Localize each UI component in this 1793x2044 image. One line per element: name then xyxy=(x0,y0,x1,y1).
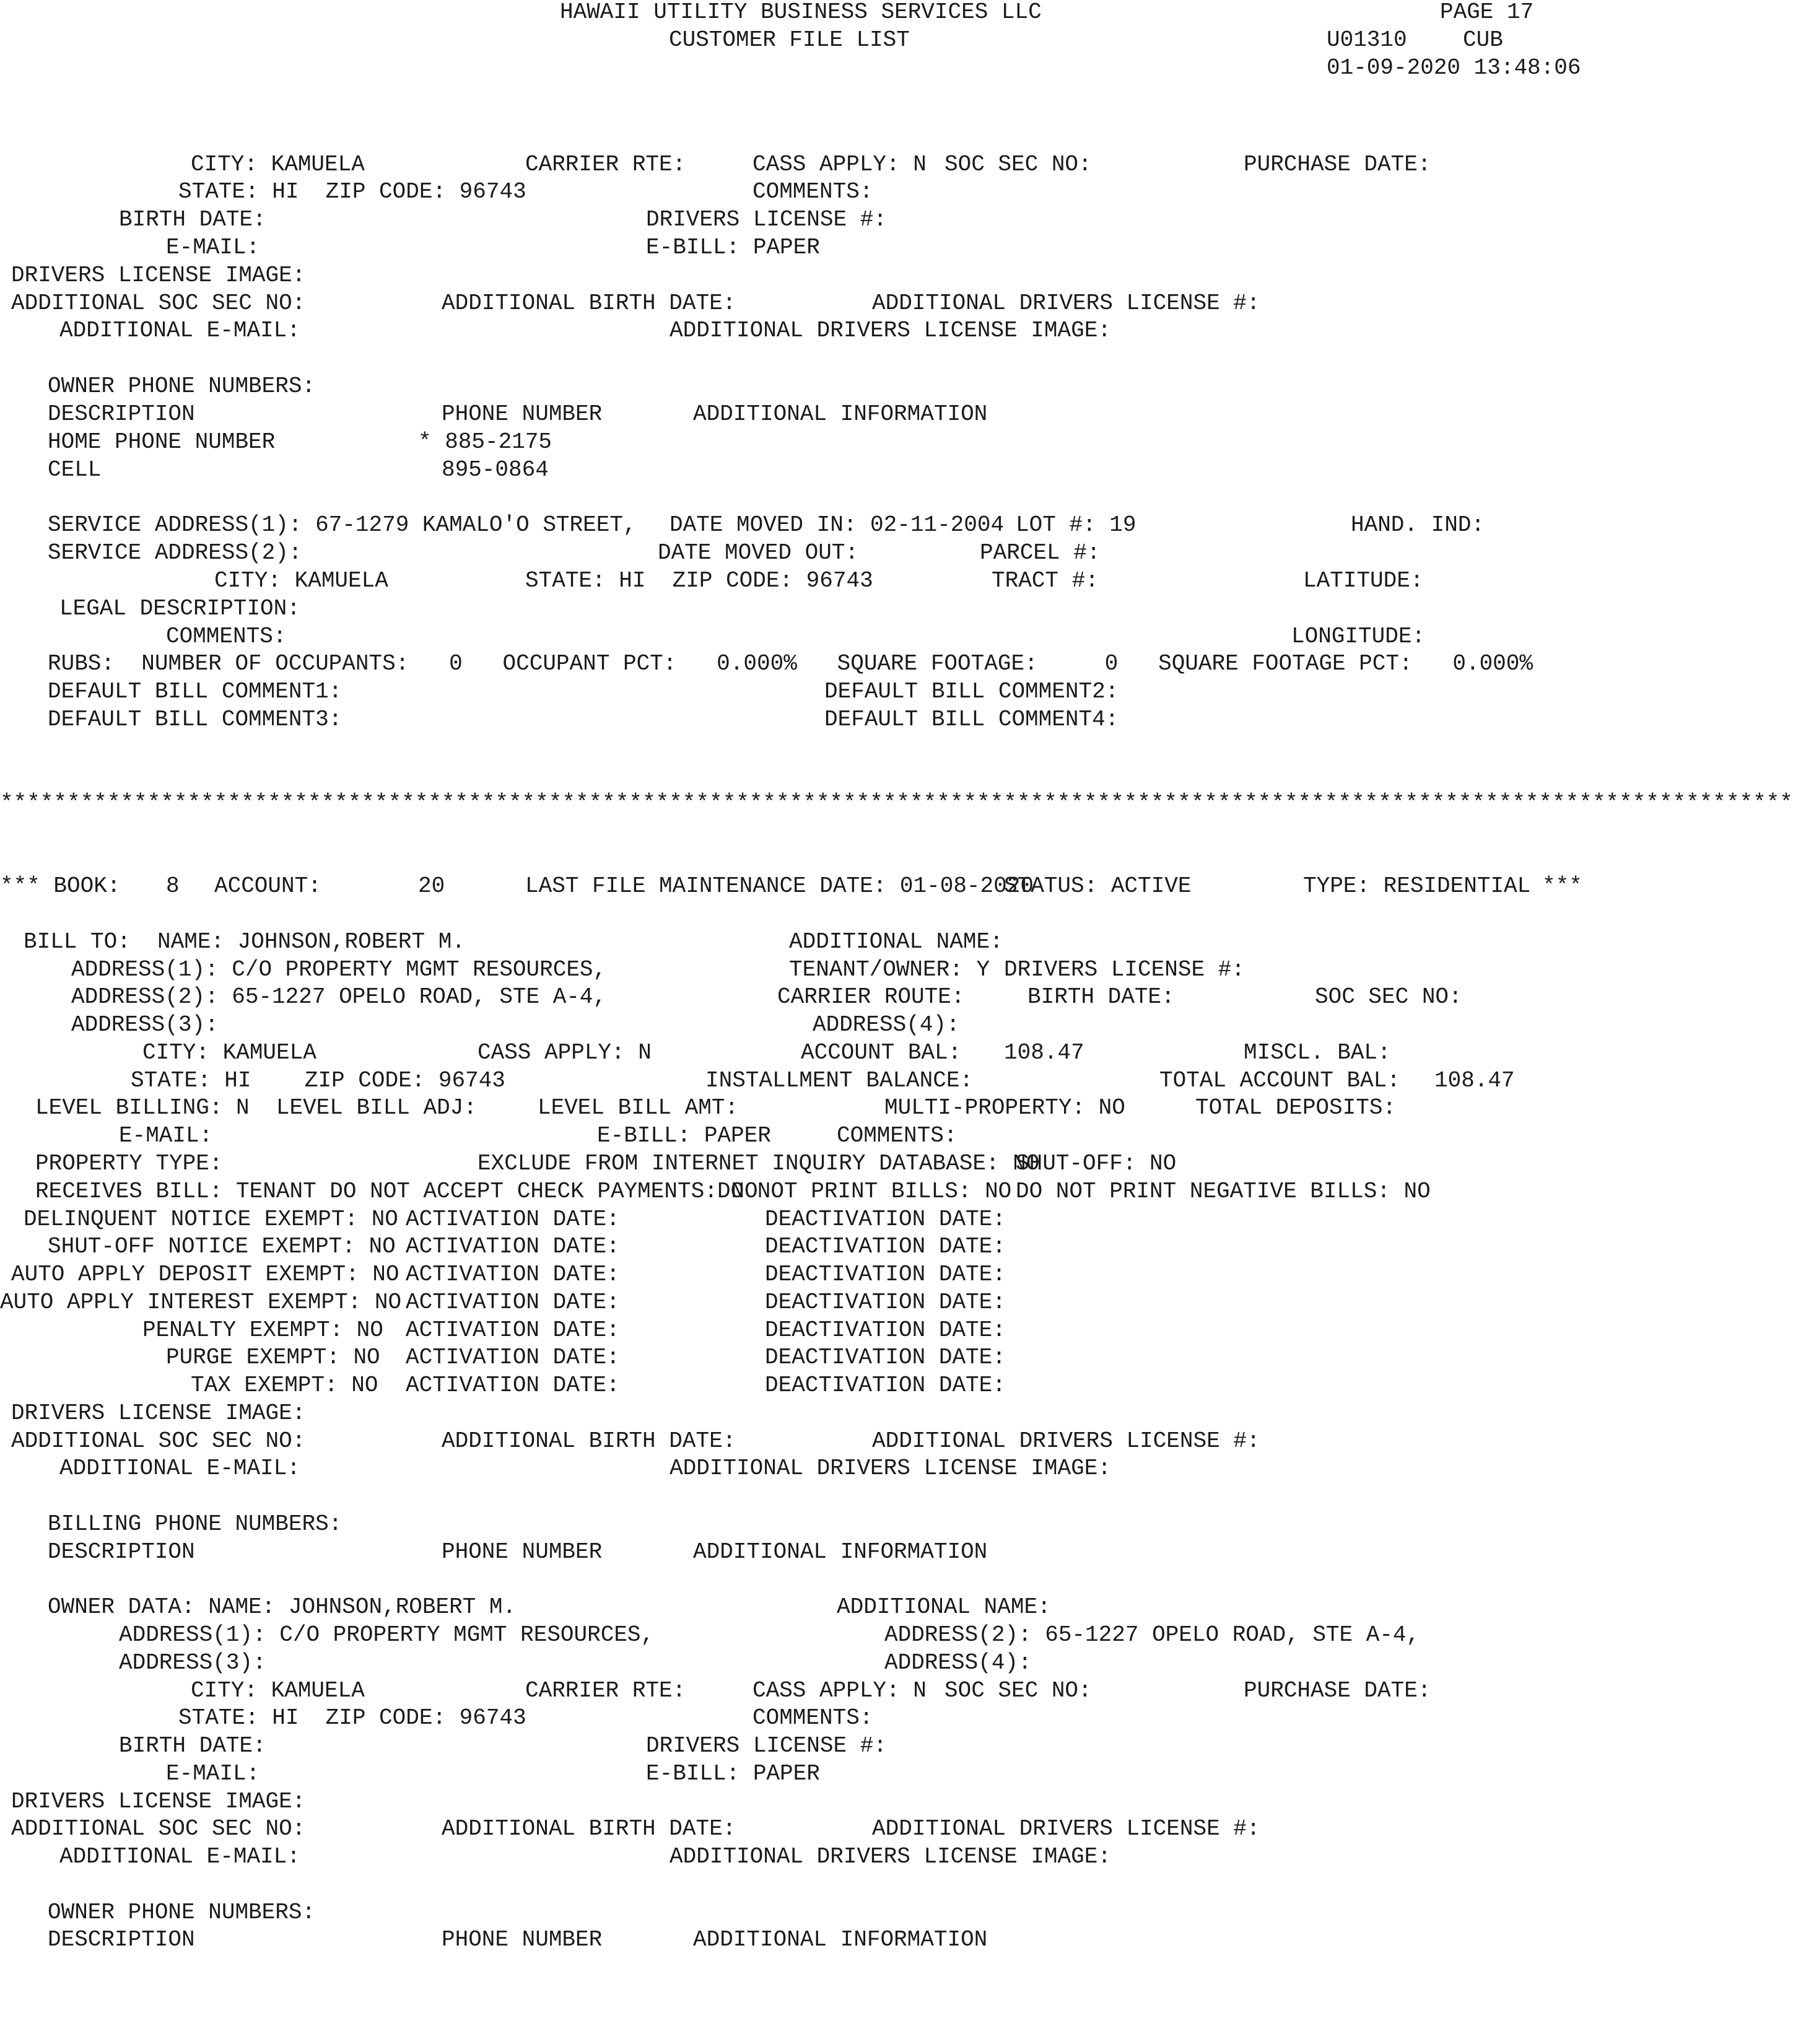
report-field: 20 xyxy=(418,873,445,899)
page-number: PAGE 17 xyxy=(1440,0,1534,25)
report-field: ACTIVATION DATE: xyxy=(406,1234,620,1259)
report-field: ADDITIONAL DRIVERS LICENSE IMAGE: xyxy=(670,1456,1111,1481)
report-field: OWNER PHONE NUMBERS: xyxy=(48,373,316,399)
report-field: DEACTIVATION DATE: xyxy=(765,1262,1006,1287)
report-field: *** BOOK: xyxy=(0,873,121,899)
report-field: COMMENTS: xyxy=(753,1705,873,1731)
report-field: INSTALLMENT BALANCE: xyxy=(705,1068,974,1093)
report-field: MISCL. BAL: xyxy=(1244,1040,1391,1065)
report-field: LEVEL BILL AMT: xyxy=(538,1095,739,1120)
report-field: CITY: KAMUELA xyxy=(191,1678,365,1703)
report-field: DRIVERS LICENSE IMAGE: xyxy=(11,1789,306,1814)
report-title: CUSTOMER FILE LIST xyxy=(669,27,910,53)
report-field: ACCOUNT: xyxy=(214,873,321,899)
report-field: DRIVERS LICENSE #: xyxy=(1004,957,1245,982)
report-field: CITY: KAMUELA xyxy=(214,568,388,593)
report-field: CASS APPLY: N xyxy=(753,152,927,177)
report-field: E-MAIL: xyxy=(166,1761,260,1786)
report-field: BIRTH DATE: xyxy=(119,1733,266,1758)
report-field: PURCHASE DATE: xyxy=(1244,1678,1431,1703)
report-field: BILLING PHONE NUMBERS: xyxy=(48,1511,342,1537)
report-field: LEVEL BILLING: N LEVEL BILL ADJ: xyxy=(35,1095,477,1120)
report-field: ADDRESS(4): xyxy=(884,1650,1032,1675)
report-field: ADDRESS(3): xyxy=(119,1650,266,1675)
report-field: CARRIER RTE: xyxy=(525,152,686,177)
report-field: LAST FILE MAINTENANCE DATE: 01-08-2020 xyxy=(525,873,1034,899)
report-field: COMMENTS: xyxy=(837,1123,958,1148)
report-field: CELL xyxy=(48,457,102,483)
report-field: HOME PHONE NUMBER xyxy=(48,429,276,455)
report-field: LONGITUDE: xyxy=(1291,624,1426,649)
report-field: PHONE NUMBER xyxy=(442,401,603,427)
report-field: DESCRIPTION xyxy=(48,401,195,427)
report-field: ADDRESS(1): C/O PROPERTY MGMT RESOURCES, xyxy=(119,1622,655,1648)
report-field: DEFAULT BILL COMMENT2: xyxy=(824,679,1119,704)
report-field: ADDITIONAL DRIVERS LICENSE IMAGE: xyxy=(670,1844,1111,1869)
report-field: ADDITIONAL SOC SEC NO: xyxy=(11,290,306,316)
report-field: LOT #: 19 xyxy=(1016,512,1136,538)
report-field: DATE MOVED IN: 02-11-2004 xyxy=(670,512,1005,538)
report-field: ACTIVATION DATE: xyxy=(406,1207,620,1232)
report-field: PURGE EXEMPT: NO xyxy=(166,1345,380,1370)
report-field: ADDITIONAL BIRTH DATE: xyxy=(442,1816,736,1841)
report-field: STATE: HI ZIP CODE: 96743 xyxy=(131,1068,505,1093)
report-field: E-BILL: PAPER xyxy=(597,1123,771,1148)
report-field: ADDITIONAL DRIVERS LICENSE #: xyxy=(872,1428,1260,1454)
report-field: BILL TO: NAME: JOHNSON,ROBERT M. xyxy=(24,929,465,954)
report-field: DELINQUENT NOTICE EXEMPT: NO xyxy=(24,1207,398,1232)
report-field: *** xyxy=(1542,873,1582,899)
report-field: ADDRESS(1): C/O PROPERTY MGMT RESOURCES, xyxy=(71,957,607,982)
report-field: SHUT-OFF: NO xyxy=(1016,1151,1177,1176)
report-field: OWNER DATA: NAME: JOHNSON,ROBERT M. xyxy=(48,1594,517,1620)
report-field: ADDITIONAL DRIVERS LICENSE IMAGE: xyxy=(670,318,1111,343)
report-field: OWNER PHONE NUMBERS: xyxy=(48,1900,316,1925)
report-field: TRACT #: xyxy=(992,568,1099,593)
report-field: DESCRIPTION xyxy=(48,1927,195,1952)
report-field: ADDITIONAL INFORMATION xyxy=(693,1539,988,1565)
report-field: ADDITIONAL BIRTH DATE: xyxy=(442,290,736,316)
report-field: PURCHASE DATE: xyxy=(1244,152,1431,177)
report-field: DO NOT PRINT NEGATIVE BILLS: NO xyxy=(1016,1179,1431,1204)
report-field: MULTI-PROPERTY: NO xyxy=(884,1095,1125,1120)
report-field: PROPERTY TYPE: xyxy=(35,1151,223,1176)
report-field: ACTIVATION DATE: xyxy=(406,1373,620,1398)
report-field: TAX EXEMPT: NO xyxy=(191,1373,378,1398)
report-field: SOC SEC NO: xyxy=(944,1678,1092,1703)
report-field: * 885-2175 xyxy=(418,429,552,455)
report-field: STATE: HI ZIP CODE: 96743 xyxy=(178,179,526,204)
report-field: ADDITIONAL INFORMATION xyxy=(693,1927,988,1952)
report-field: ADDRESS(4): xyxy=(813,1012,960,1037)
report-field: DEFAULT BILL COMMENT3: xyxy=(48,707,342,732)
report-field: DEACTIVATION DATE: xyxy=(765,1290,1006,1315)
company-name: HAWAII UTILITY BUSINESS SERVICES LLC xyxy=(560,0,1042,25)
report-field: ACTIVATION DATE: xyxy=(406,1317,620,1343)
report-field: RUBS: NUMBER OF OCCUPANTS: 0 OCCUPANT PCT: 0.000% SQUARE FOOTAGE: 0 SQUARE FOOTAGE PCT: 0.000% xyxy=(48,651,1533,676)
report-field: CITY: KAMUELA xyxy=(191,152,365,177)
report-field: COMMENTS: xyxy=(753,179,873,204)
report-field: ACTIVATION DATE: xyxy=(406,1345,620,1370)
report-field: DRIVERS LICENSE #: xyxy=(646,207,887,232)
report-field: TENANT/OWNER: Y xyxy=(789,957,990,982)
report-field: STATE: HI ZIP CODE: 96743 xyxy=(178,1705,526,1731)
report-field: LATITUDE: xyxy=(1303,568,1424,593)
report-field: ACTIVATION DATE: xyxy=(406,1290,620,1315)
report-field: ADDITIONAL INFORMATION xyxy=(693,401,988,427)
report-field: ADDITIONAL SOC SEC NO: xyxy=(11,1816,306,1841)
report-field: BIRTH DATE: xyxy=(119,207,266,232)
report-field: CARRIER ROUTE: xyxy=(777,984,965,1010)
report-field: ADDITIONAL E-MAIL: xyxy=(59,1844,300,1869)
report-field: AUTO APPLY INTEREST EXEMPT: NO xyxy=(0,1290,402,1315)
report-field: STATE: HI ZIP CODE: 96743 xyxy=(525,568,873,593)
report-field: ADDRESS(3): xyxy=(71,1012,219,1037)
report-field: HAND. IND: xyxy=(1351,512,1485,538)
report-field: PHONE NUMBER xyxy=(442,1539,603,1565)
report-field: DESCRIPTION xyxy=(48,1539,195,1565)
report-field: TOTAL DEPOSITS: xyxy=(1195,1095,1397,1120)
report-field: DEFAULT BILL COMMENT1: xyxy=(48,679,342,704)
report-field: RECEIVES BILL: TENANT DO NOT ACCEPT CHECK PAYMENTS: NO xyxy=(35,1179,758,1204)
report-field: TYPE: RESIDENTIAL xyxy=(1303,873,1531,899)
report-field: ADDRESS(2): 65-1227 OPELO ROAD, STE A-4, xyxy=(71,984,607,1010)
report-field: DEACTIVATION DATE: xyxy=(765,1345,1006,1370)
report-field: EXCLUDE FROM INTERNET INQUIRY DATABASE: NO xyxy=(478,1151,1040,1176)
report-field: PHONE NUMBER xyxy=(442,1927,603,1952)
report-field: ADDITIONAL E-MAIL: xyxy=(59,318,300,343)
report-field: ACTIVATION DATE: xyxy=(406,1262,620,1287)
report-field: PARCEL #: xyxy=(980,540,1101,566)
report-id: U01310 xyxy=(1327,27,1407,53)
report-field: 108.47 xyxy=(1004,1040,1084,1065)
report-field: ADDITIONAL E-MAIL: xyxy=(59,1456,300,1481)
report-field: ADDRESS(2): 65-1227 OPELO ROAD, STE A-4, xyxy=(884,1622,1420,1648)
report-field: ADDITIONAL DRIVERS LICENSE #: xyxy=(872,1816,1260,1841)
report-field: 108.47 xyxy=(1434,1068,1515,1093)
report-field: DEACTIVATION DATE: xyxy=(765,1234,1006,1259)
report-field: ADDITIONAL BIRTH DATE: xyxy=(442,1428,736,1454)
report-field: SOC SEC NO: xyxy=(944,152,1092,177)
report-field: SHUT-OFF NOTICE EXEMPT: NO xyxy=(48,1234,396,1259)
report-field: SOC SEC NO: xyxy=(1315,984,1462,1010)
report-field: DRIVERS LICENSE IMAGE: xyxy=(11,263,306,288)
module-code: CUB xyxy=(1463,27,1503,53)
report-field: LEGAL DESCRIPTION: xyxy=(59,596,300,621)
report-field: TOTAL ACCOUNT BAL: xyxy=(1159,1068,1400,1093)
report-field: E-MAIL: xyxy=(119,1123,213,1148)
report-field: 8 xyxy=(166,873,180,899)
report-field: STATUS: ACTIVE xyxy=(1004,873,1192,899)
report-field: DATE MOVED OUT: xyxy=(658,540,859,566)
report-field: DO NOT PRINT BILLS: NO xyxy=(717,1179,1012,1204)
report-field: DRIVERS LICENSE IMAGE: xyxy=(11,1400,306,1426)
report-field: ************************************************************************************************************************************** xyxy=(0,790,1793,816)
report-field: SERVICE ADDRESS(2): xyxy=(48,540,302,566)
report-field: DEFAULT BILL COMMENT4: xyxy=(824,707,1119,732)
report-field: E-BILL: PAPER xyxy=(646,235,820,260)
report-field: CITY: KAMUELA xyxy=(142,1040,316,1065)
report-field: SERVICE ADDRESS(1): 67-1279 KAMALO'O STREET, xyxy=(48,512,637,538)
report-field: DEACTIVATION DATE: xyxy=(765,1207,1006,1232)
report-field: CASS APPLY: N xyxy=(753,1678,927,1703)
report-field: ACCOUNT BAL: xyxy=(801,1040,962,1065)
report-field: CASS APPLY: N xyxy=(478,1040,652,1065)
report-field: DRIVERS LICENSE #: xyxy=(646,1733,887,1758)
report-field: E-MAIL: xyxy=(166,235,260,260)
report-field: BIRTH DATE: xyxy=(1027,984,1175,1010)
report-field: 895-0864 xyxy=(442,457,549,483)
report-field: ADDITIONAL SOC SEC NO: xyxy=(11,1428,306,1454)
report-field: DEACTIVATION DATE: xyxy=(765,1317,1006,1343)
report-field: COMMENTS: xyxy=(166,624,287,649)
report-field: AUTO APPLY DEPOSIT EXEMPT: NO xyxy=(11,1262,399,1287)
report-field: CARRIER RTE: xyxy=(525,1678,686,1703)
report-field: ADDITIONAL NAME: xyxy=(837,1594,1051,1620)
run-datetime: 01-09-2020 13:48:06 xyxy=(1327,55,1581,81)
report-field: PENALTY EXEMPT: NO xyxy=(142,1317,383,1343)
report-field: E-BILL: PAPER xyxy=(646,1761,820,1786)
report-field: DEACTIVATION DATE: xyxy=(765,1373,1006,1398)
report-field: ADDITIONAL DRIVERS LICENSE #: xyxy=(872,290,1260,316)
report-field: ADDITIONAL NAME: xyxy=(789,929,1003,954)
